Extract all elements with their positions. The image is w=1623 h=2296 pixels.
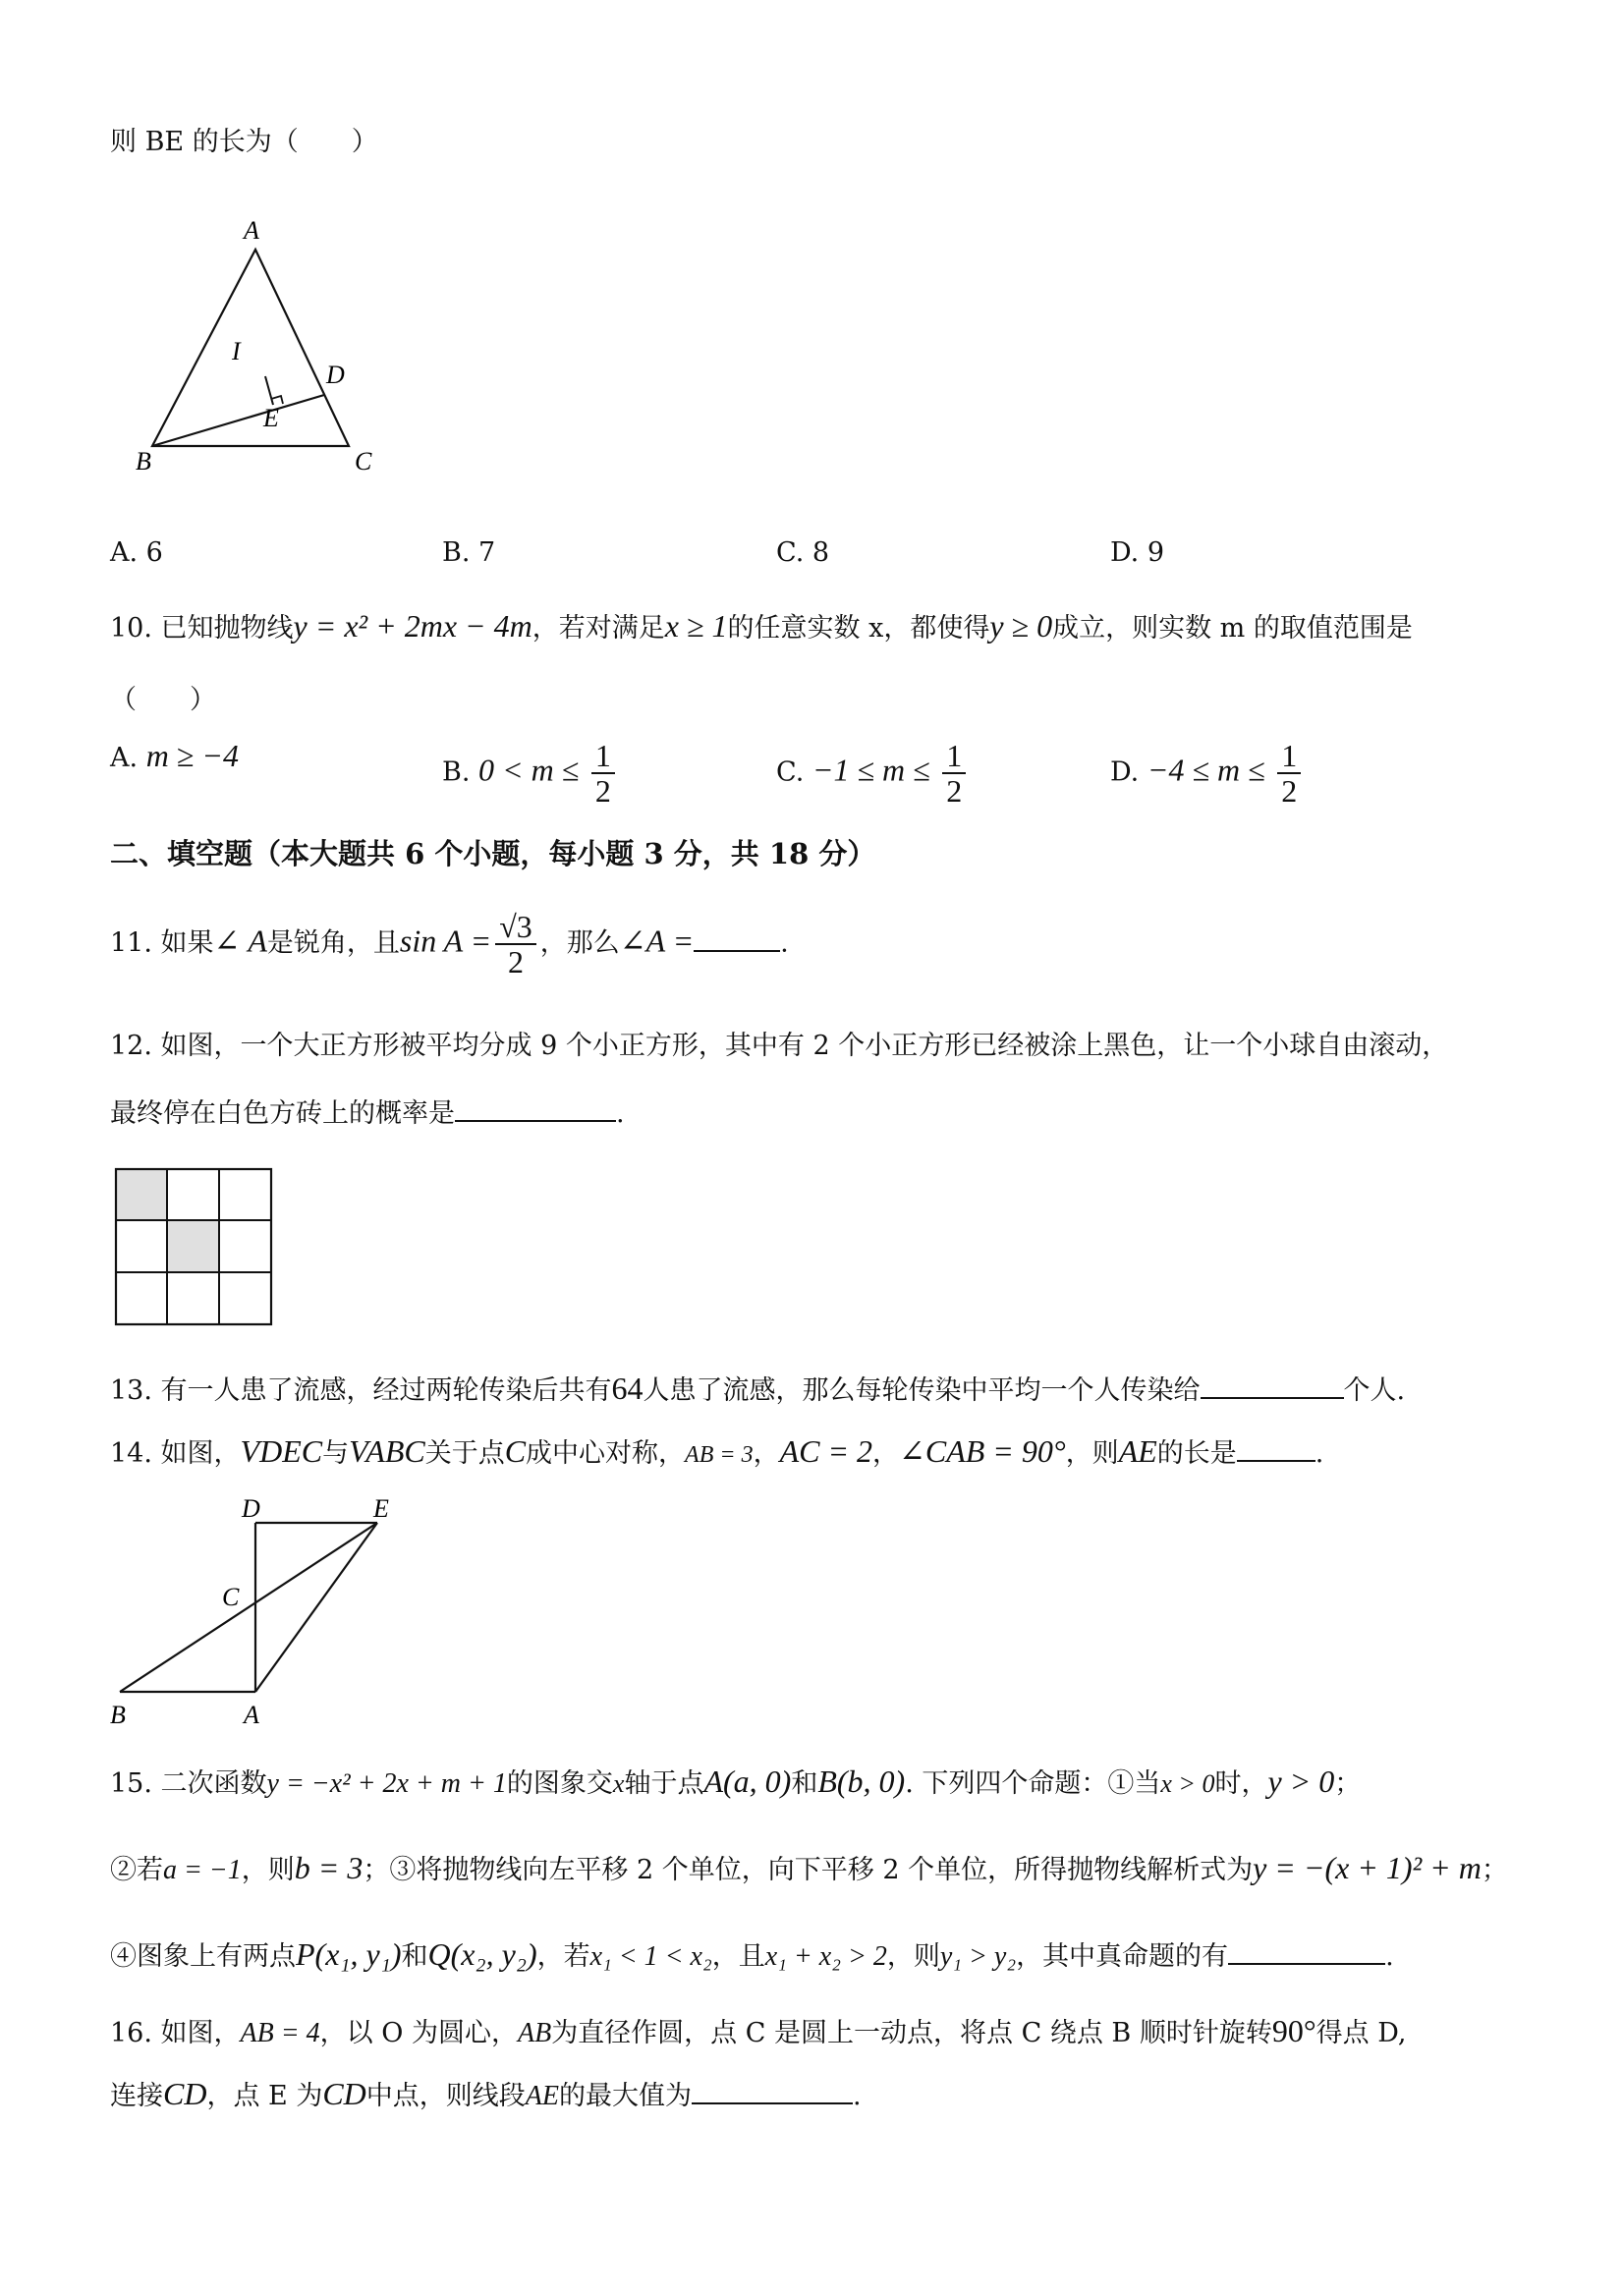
q9-label-a: A <box>244 216 259 245</box>
q13-text-3: 个人. <box>1343 1375 1406 1406</box>
q15-text-3e: ，若 <box>536 1941 590 1972</box>
q14-angle-cab: ∠CAB = 90° <box>899 1433 1066 1469</box>
q12-line1 <box>110 1030 1448 1063</box>
q16-cd-2: CD <box>322 2076 366 2111</box>
q9-stem-tail: 则 BE 的长为（ ） <box>110 127 378 157</box>
q10-option-d <box>1110 739 1305 808</box>
q15-text-3c: 和 <box>401 1941 428 1972</box>
q16-ae: AE <box>525 2081 559 2111</box>
q15-function: y = −x² + 2x + m + 1 <box>266 1768 507 1799</box>
q14-triangle-dec: VDEC <box>240 1433 323 1469</box>
q14-text-4: 成中心对称， <box>526 1438 686 1469</box>
q14-sep-2: ， <box>872 1438 900 1469</box>
q9-label-c: C <box>355 447 372 476</box>
q14-number: 14. <box>110 1438 152 1469</box>
frac-num: 1 <box>591 739 615 774</box>
q16-line1 <box>110 2014 1407 2050</box>
q16-text-2d: 的最大值为 <box>559 2081 692 2111</box>
q14-text-6: 的长是 <box>1156 1438 1237 1469</box>
q15-point-b: B(b, 0) <box>817 1764 906 1799</box>
q15-point-p: P(x₁, y₁) <box>296 1936 402 1972</box>
q14 <box>110 1432 1323 1472</box>
section-title-c: 分，共 <box>663 837 769 870</box>
q9-label-d: D <box>326 361 345 389</box>
q15-a-value: a = −1 <box>163 1855 242 1885</box>
q11-angle: ∠ A <box>213 923 267 959</box>
q15-text-2g: ； <box>1481 1855 1508 1885</box>
q14-label-a: A <box>244 1701 259 1729</box>
q15-text-1c: 轴于点 <box>624 1768 704 1799</box>
q15-text-1j: ； <box>1334 1768 1362 1799</box>
q15-number: 15. <box>110 1768 152 1799</box>
q15-answer-blank[interactable] <box>1228 1935 1385 1965</box>
q14-ab: AB = 3 <box>685 1442 754 1468</box>
q10-option-c-letter: C. <box>776 756 805 788</box>
q10-option-b <box>442 739 619 808</box>
q14-sep-1: ， <box>753 1438 780 1469</box>
q15-end: . <box>1385 1941 1394 1972</box>
q15-text-1b: 的图象交 <box>506 1768 613 1799</box>
q16-answer-blank[interactable] <box>692 2075 853 2104</box>
q12-number: 12. <box>110 1031 152 1061</box>
section-title-b: 个小题，每小题 <box>424 837 644 870</box>
q10-option-c-math: −1 ≤ m ≤ <box>812 752 930 788</box>
frac-den: 2 <box>594 773 611 809</box>
q10-line1 <box>110 609 1413 645</box>
section-2-title <box>110 837 875 870</box>
q10-text-2: ，若对满足 <box>532 613 665 644</box>
q11-text-1: 如果 <box>160 927 214 959</box>
q15-text-3i: ，则 <box>886 1941 940 1972</box>
q12-text-1: 如图，一个大正方形被平均分成 9 个小正方形，其中有 2 个小正方形已经被涂上黑色，让一个小球自由滚动， <box>160 1031 1449 1061</box>
q13-count: 64 <box>611 1371 644 1406</box>
q14-text-5: ，则 <box>1065 1438 1119 1469</box>
q14-end: . <box>1315 1438 1324 1469</box>
q11-answer-label: ∠A = <box>619 923 695 959</box>
q15-text-2c: ，则 <box>241 1855 295 1885</box>
q15-text-1h: 时， <box>1214 1768 1268 1799</box>
q11-sin: sin A = <box>399 923 492 959</box>
q13 <box>110 1370 1405 1408</box>
q15-b-value: b = 3 <box>294 1850 364 1885</box>
q15-text-1e: . 下列四个命题：①当 <box>905 1768 1161 1799</box>
q13-answer-blank[interactable] <box>1201 1370 1344 1399</box>
q16-line2 <box>110 2075 862 2113</box>
q15-text-1a: 二次函数 <box>160 1768 267 1799</box>
q9-label-e: E <box>263 404 279 432</box>
q10-option-c-fraction <box>942 739 966 808</box>
q9-option-c: C. 8 <box>776 537 830 568</box>
q10-option-d-fraction <box>1277 739 1301 808</box>
q15-y-inequality: y₁ > y₂ <box>939 1941 1017 1972</box>
q15-cond-y: y > 0 <box>1267 1764 1335 1799</box>
q14-ac: AC = 2 <box>779 1433 873 1469</box>
q15-x-inequality: x₁ < 1 < x₂ <box>589 1941 712 1972</box>
q14-ae: AE <box>1118 1433 1157 1469</box>
q9-label-i: I <box>232 337 241 365</box>
q10-option-b-letter: B. <box>442 756 471 788</box>
q10-option-b-fraction <box>591 739 615 808</box>
q14-point-c: C <box>504 1433 527 1469</box>
q11 <box>110 910 789 979</box>
q15-point-a: A(a, 0) <box>703 1764 792 1799</box>
q10-option-a-letter: A. <box>110 743 139 773</box>
q11-text-3: ，那么 <box>539 927 620 959</box>
section-title-a: 二、填空题（本大题共 <box>110 837 406 870</box>
q10-option-b-math: 0 < m ≤ <box>478 752 580 788</box>
q15-shifted-function: y = −(x + 1)² + m <box>1253 1850 1482 1885</box>
frac-den: 2 <box>1281 773 1298 809</box>
q14-label-b: B <box>110 1701 126 1729</box>
q14-figure <box>98 1487 422 1733</box>
q10-condition-y: y ≥ 0 <box>989 608 1053 644</box>
q16-number: 16. <box>110 2018 152 2048</box>
q15-line2 <box>110 1851 1508 1887</box>
q12-shaded-square-1 <box>116 1169 167 1220</box>
q15-text-3a: ④图象上有两点 <box>110 1941 296 1972</box>
q16-text-1d: 得点 D, <box>1315 2018 1407 2048</box>
q12-answer-blank[interactable] <box>455 1092 616 1122</box>
q11-frac-den: 2 <box>508 944 525 980</box>
q9-option-d: D. 9 <box>1110 537 1165 568</box>
q16-end: . <box>853 2081 862 2111</box>
q16-text-1a: 如图， <box>160 2018 241 2048</box>
q10-option-d-math: −4 ≤ m ≤ <box>1147 752 1265 788</box>
q10-option-c <box>776 739 970 808</box>
q11-text-2: 是锐角，且 <box>266 927 400 959</box>
q13-text-1: 有一人患了流感，经过两轮传染后共有 <box>160 1375 612 1406</box>
q16-text-2c: 中点，则线段 <box>365 2081 526 2111</box>
q11-frac-num: √3 <box>495 910 536 945</box>
section-score: 3 <box>644 837 664 870</box>
q16-text-1b: ，以 O 为圆心， <box>319 2018 518 2048</box>
q15-x-axis: x <box>612 1769 625 1798</box>
q15-text-3k: ，其中真命题的有 <box>1016 1941 1229 1972</box>
q10-number: 10. <box>110 613 152 644</box>
q9-option-a: A. 6 <box>110 537 163 568</box>
q9-option-b: B. 7 <box>442 537 496 568</box>
q10-option-d-letter: D. <box>1110 756 1140 788</box>
q14-label-d: D <box>242 1494 260 1523</box>
q15-line3 <box>110 1935 1394 1974</box>
q10-option-a-math: m ≥ −4 <box>145 738 239 773</box>
q15-text-3g: ，且 <box>711 1941 765 1972</box>
q11-end: . <box>780 927 789 959</box>
section-title-d: 分） <box>809 837 876 870</box>
frac-num: 1 <box>1277 739 1301 774</box>
q11-number: 11. <box>110 927 152 959</box>
q12-shaded-square-2 <box>167 1220 219 1272</box>
q12-grid-figure <box>114 1167 275 1328</box>
section-total: 18 <box>768 837 810 870</box>
q11-answer-blank[interactable] <box>694 923 780 952</box>
q16-degree: 90° <box>1271 2013 1316 2048</box>
frac-num: 1 <box>942 739 966 774</box>
frac-den: 2 <box>946 773 963 809</box>
q15-cond-x: x > 0 <box>1160 1769 1215 1798</box>
q10-text-3: 的任意实数 x，都使得 <box>727 613 990 644</box>
q9-triangle-figure <box>118 206 403 481</box>
q16-cd: CD <box>163 2076 207 2111</box>
q10-option-a <box>110 739 239 775</box>
q14-text-1: 如图， <box>160 1438 241 1469</box>
q14-label-c: C <box>222 1583 240 1611</box>
q16-ab-2: AB <box>517 2018 552 2048</box>
q10-paren: （ ） <box>110 685 216 715</box>
q15-text-2a: ②若 <box>110 1855 163 1885</box>
section-count: 6 <box>405 837 425 870</box>
q13-text-2: 人患了流感，那么每轮传染中平均一个人传染给 <box>643 1375 1201 1406</box>
q14-label-e: E <box>373 1494 389 1523</box>
q15-sum-inequality: x₁ + x₂ > 2 <box>764 1941 887 1972</box>
q16-text-2b: ，点 E 为 <box>206 2081 323 2111</box>
q13-number: 13. <box>110 1375 152 1406</box>
q14-triangle-abc: VABC <box>349 1433 425 1469</box>
q14-answer-blank[interactable] <box>1237 1432 1315 1462</box>
q15-text-1d: 和 <box>791 1768 818 1799</box>
q11-fraction <box>495 910 536 979</box>
q15-line1 <box>110 1764 1361 1801</box>
q10-condition-x: x ≥ 1 <box>664 608 728 644</box>
q16-text-1c: 为直径作圆，点 C 是圆上一动点，将点 C 绕点 B 顺时针旋转 <box>551 2018 1272 2048</box>
q10-text-1: 已知抛物线 <box>160 613 294 644</box>
q12-text-2: 最终停在白色方砖上的概率是 <box>110 1098 455 1129</box>
q14-text-2: 与 <box>322 1438 350 1469</box>
q15-text-2e: ；③将抛物线向左平移 2 个单位，向下平移 2 个单位，所得抛物线解析式为 <box>363 1855 1254 1885</box>
q15-point-q: Q(x₂, y₂) <box>427 1936 537 1972</box>
q12-line2 <box>110 1092 625 1131</box>
q16-ab: AB = 4 <box>240 2018 320 2048</box>
q10-formula: y = x² + 2mx − 4m <box>293 608 532 644</box>
q16-text-2a: 连接 <box>110 2081 163 2111</box>
q9-label-b: B <box>136 447 151 476</box>
q12-end: . <box>616 1098 625 1129</box>
q10-text-4: 成立，则实数 m 的取值范围是 <box>1052 613 1413 644</box>
q14-text-3: 关于点 <box>424 1438 505 1469</box>
